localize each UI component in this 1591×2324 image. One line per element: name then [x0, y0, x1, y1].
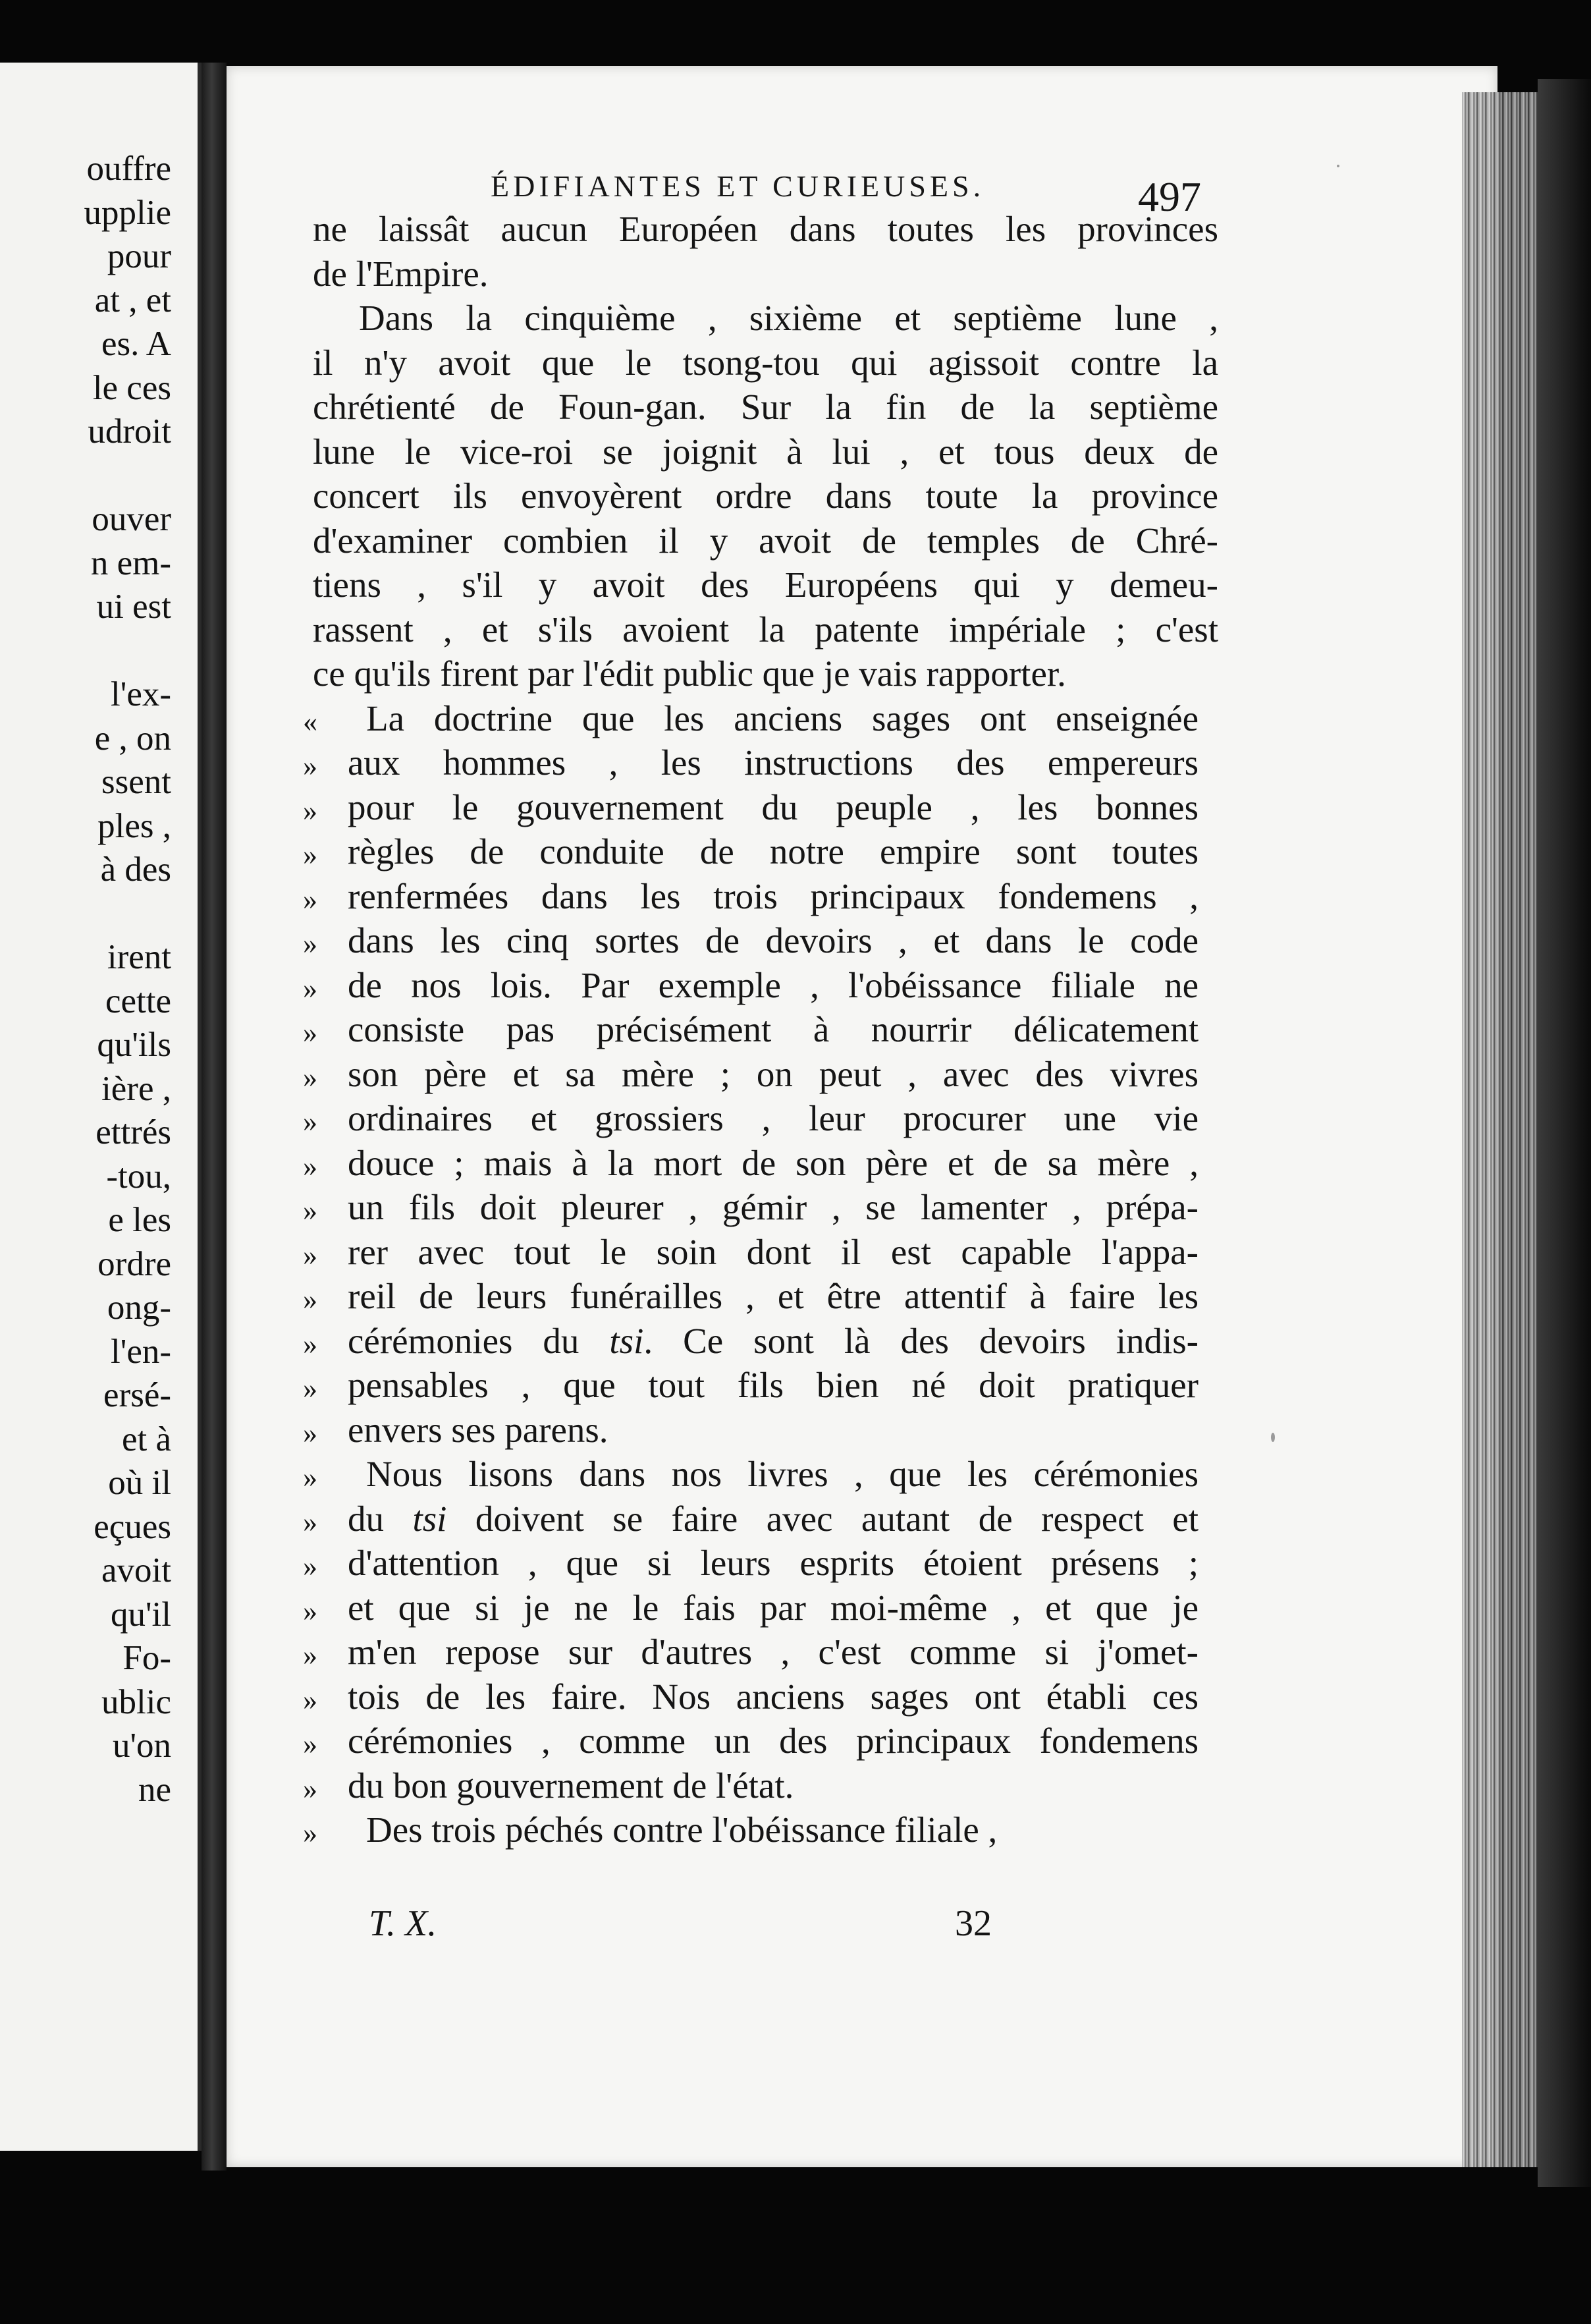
quoted-line — [303, 1278, 1199, 1314]
quoted-line — [303, 964, 1199, 1005]
quoted-line-text: son père et sa mère ; on peut , avec des vivres — [348, 1053, 1199, 1094]
quoted-line — [303, 789, 1199, 825]
previous-page-line: l'ex- — [111, 675, 171, 713]
body-line: il n'y avoit que le tsong-tou qui agissoit contre la — [313, 342, 1218, 383]
guillemet-mark: » — [303, 1149, 317, 1182]
previous-page-line: qu'il — [111, 1595, 171, 1634]
quoted-line — [303, 1723, 1199, 1759]
previous-page-line: upplie — [84, 193, 171, 232]
previous-page-line: e les — [108, 1201, 171, 1239]
guillemet-mark: » — [303, 1283, 317, 1316]
body-line: lune le vice-roi se joignit à lui , et tous deux de — [313, 431, 1218, 472]
quoted-line-text: renfermées dans les trois principaux fondemens , — [348, 875, 1199, 916]
guillemet-mark: » — [303, 1327, 317, 1360]
quoted-line — [303, 1011, 1199, 1047]
quoted-line-text: rer avec tout le soin dont il est capable l'appa- — [348, 1231, 1199, 1272]
quoted-line-text: m'en repose sur d'autres , c'est comme si j'omet- — [348, 1632, 1199, 1672]
body-line: d'examiner combien il y avoit de temples de Chré- — [313, 520, 1218, 561]
body-line: Dans la cinquième , sixième et septième lune , — [359, 298, 1218, 338]
guillemet-mark: » — [303, 1728, 317, 1761]
guillemet-mark: » — [303, 839, 317, 872]
previous-page-line: où il — [108, 1464, 171, 1502]
quoted-line-text: cérémonies , comme un des principaux fondemens — [348, 1721, 1199, 1761]
guillemet-mark: » — [303, 1461, 317, 1494]
guillemet-mark: » — [303, 972, 317, 1005]
previous-page-line: ui est — [96, 588, 171, 626]
quoted-line-text: ordinaires et grossiers , leur procurer une vie — [348, 1098, 1199, 1138]
quoted-line-text: aux hommes , les instructions des empereurs — [348, 742, 1199, 783]
body-line: rassent , et s'ils avoient la patente impériale ; c'est — [313, 609, 1218, 650]
quoted-line-text: dans les cinq sortes de devoirs , et dans le code — [348, 920, 1199, 960]
previous-page-line: irent — [107, 938, 171, 976]
quoted-line — [303, 1189, 1199, 1225]
previous-page-line: qu'ils — [97, 1026, 171, 1064]
quoted-line — [303, 1409, 1199, 1450]
paper-speck — [1337, 165, 1339, 167]
guillemet-mark: » — [303, 927, 317, 960]
previous-page-line: ettrés — [95, 1113, 171, 1151]
body-line: chrétienté de Foun-gan. Sur la fin de la septième — [313, 387, 1218, 427]
guillemet-mark: » — [303, 1372, 317, 1405]
quoted-line — [303, 1142, 1199, 1183]
quoted-line — [303, 1587, 1199, 1628]
previous-page-line: u'on — [112, 1727, 171, 1765]
quoted-line-text: un fils doit pleurer , gémir , se lamenter , prépa- — [348, 1187, 1199, 1227]
body-line: tiens , s'il y avoit des Européens qui y demeu- — [313, 565, 1218, 605]
quoted-line — [303, 1231, 1199, 1272]
quoted-line — [303, 1678, 1199, 1715]
previous-page-line: ordre — [97, 1244, 171, 1283]
page-number: 497 — [1138, 173, 1201, 220]
previous-page-line: ouver — [92, 500, 171, 538]
quoted-line — [303, 922, 1199, 958]
quoted-line-text: règles de conduite de notre empire sont toutes — [348, 831, 1199, 872]
quoted-line — [303, 1053, 1199, 1094]
running-title: ÉDIFIANTES ET CURIEUSES. — [491, 169, 985, 203]
paper-speck — [1271, 1433, 1275, 1442]
previous-page-line: et à — [121, 1420, 171, 1458]
previous-page-line: le ces — [92, 368, 171, 407]
previous-page-line: es. A — [101, 325, 171, 363]
previous-page-line: avoit — [101, 1551, 171, 1590]
quoted-line — [303, 1320, 1199, 1361]
quoted-line-text: cérémonies du tsi. Ce sont là des devoirs indis- — [348, 1320, 1199, 1361]
previous-page-line: ssent — [101, 763, 171, 801]
quoted-line-text: douce ; mais à la mort de son père et de sa mère , — [348, 1142, 1199, 1183]
quoted-line-text: Nous lisons dans nos livres , que les cérémonies — [366, 1454, 1199, 1494]
quoted-line-text: envers ses parens. — [348, 1409, 608, 1450]
guillemet-mark: » — [303, 1639, 317, 1672]
quoted-line — [303, 833, 1199, 870]
previous-page-line: at , et — [94, 281, 171, 319]
guillemet-mark: » — [303, 1016, 317, 1049]
guillemet-mark: » — [303, 794, 317, 827]
previous-page-line: ong- — [107, 1288, 171, 1327]
quoted-line-text: La doctrine que les anciens sages ont enseignée — [366, 698, 1199, 738]
body-line: concert ils envoyèrent ordre dans toute la province — [313, 476, 1218, 516]
previous-page-line: cette — [105, 982, 171, 1020]
guillemet-mark: » — [303, 1505, 317, 1538]
guillemet-mark: » — [303, 1594, 317, 1627]
previous-page-line: à des — [100, 850, 171, 889]
previous-page-line: ière , — [101, 1069, 171, 1108]
guillemet-mark: » — [303, 1550, 317, 1583]
guillemet-mark: » — [303, 1194, 317, 1227]
previous-page-line: l'en- — [111, 1332, 171, 1371]
quoted-line-text: de nos lois. Par exemple , l'obéissance filiale ne — [348, 964, 1199, 1005]
previous-page-line: n em- — [90, 543, 171, 582]
previous-page-line: e , on — [94, 719, 171, 758]
quoted-line — [303, 1545, 1199, 1581]
quoted-line — [303, 1456, 1199, 1492]
quoted-line-text: consiste pas précisément à nourrir délicatement — [348, 1009, 1199, 1049]
quoted-line-text: reil de leurs funérailles , et être attentif à faire les — [348, 1276, 1199, 1316]
previous-page-line: ouffre — [86, 150, 171, 188]
quoted-line — [303, 700, 1199, 736]
quoted-line — [303, 1367, 1199, 1403]
quoted-line — [303, 1767, 1199, 1804]
previous-page-line: Fo- — [122, 1639, 171, 1677]
signature-mark: T. X. — [369, 1903, 437, 1944]
book-gutter — [202, 63, 227, 2171]
previous-page-line: ublic — [101, 1682, 171, 1721]
previous-page-line: -tou, — [106, 1157, 171, 1196]
quoted-line-text: pour le gouvernement du peuple , les bonnes — [348, 787, 1199, 827]
body-line: de l'Empire. — [313, 253, 489, 294]
quoted-line — [303, 744, 1199, 781]
guillemet-mark: » — [303, 1105, 317, 1138]
guillemet-mark: » — [303, 1683, 317, 1716]
guillemet-mark: » — [303, 1061, 317, 1093]
quoted-line-text: d'attention , que si leurs esprits étoient présens ; — [348, 1543, 1199, 1583]
previous-page-line: ples , — [97, 806, 171, 845]
quoted-line-text: Des trois péchés contre l'obéissance filiale , — [366, 1810, 998, 1850]
quoted-line-text: du tsi doivent se faire avec autant de respect et — [348, 1498, 1199, 1539]
quoted-line — [303, 1634, 1199, 1670]
guillemet-mark: » — [303, 883, 317, 916]
signature-number: 32 — [955, 1903, 992, 1944]
previous-page-line: ne — [138, 1770, 171, 1809]
book-cover-edge — [1538, 79, 1591, 2187]
previous-page-line: udroit — [88, 412, 171, 451]
body-line: ce qu'ils firent par l'édit public que je vais rapporter. — [313, 653, 1066, 694]
quoted-line-text: pensables , que tout fils bien né doit pratiquer — [348, 1365, 1199, 1405]
guillemet-mark: » — [303, 1772, 317, 1805]
previous-page-line: eçues — [94, 1507, 171, 1546]
quoted-line — [303, 875, 1199, 916]
guillemet-mark: « — [303, 705, 317, 738]
guillemet-mark: » — [303, 1817, 317, 1850]
guillemet-mark: » — [303, 1238, 317, 1271]
quoted-line-text: tois de les faire. Nos anciens sages ont établi ces — [348, 1676, 1199, 1717]
quoted-line — [303, 1812, 1199, 1848]
quoted-line-text: du bon gouvernement de l'état. — [348, 1765, 794, 1806]
quoted-line — [303, 1498, 1199, 1539]
previous-page-line: pour — [107, 237, 171, 275]
guillemet-mark: » — [303, 1416, 317, 1449]
body-line: ne laissât aucun Européen dans toutes les provinces — [313, 209, 1218, 249]
quoted-line — [303, 1100, 1199, 1136]
quoted-line-text: et que si je ne le fais par moi-même , et que je — [348, 1587, 1199, 1628]
previous-page-line: ersé- — [103, 1376, 171, 1414]
previous-page-fragment — [0, 63, 202, 2151]
guillemet-mark: » — [303, 750, 317, 783]
